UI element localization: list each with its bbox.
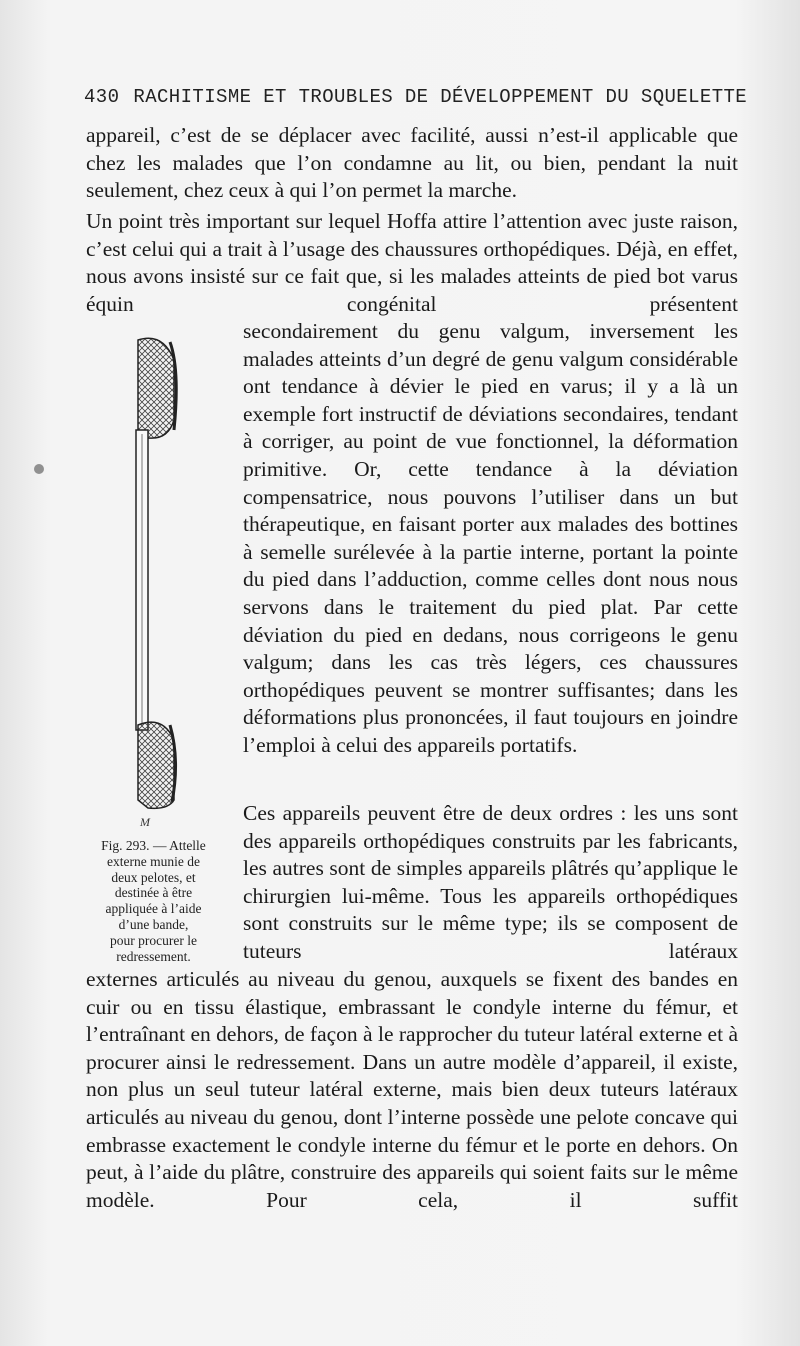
caption-line-7: pour procurer le xyxy=(110,932,197,948)
paragraph-1: appareil, c’est de se déplacer avec facilité, aussi n’est-il applicable que chez les malades que l’on condamne au lit, ou bien, pendant la nuit seulement, chez ceux à qui l’on permet la marche. xyxy=(86,123,738,203)
figure-number: Fig. 293. xyxy=(101,838,150,853)
paragraph-2: Un point très important sur lequel Hoffa attire l’attention avec juste raison, c’est celui qui a trait à l’usage des chaussures orthopédiques. Déjà, en effet, nous avons insisté sur ce fait que, si les malades atteints de pied bot varus équin congénital présentent xyxy=(86,209,738,316)
paragraph-3: secondairement du genu valgum, inversement les malades atteints d’un degré de genu valgum considérable ont tendance à dévier le pied en varus; il y a là un exemple fort instructif de déviations secondaires, tendant à corriger, au point de vue fonctionnel, la déformation primitive. Or, cette tendance à la déviation compensatrice, nous pouvons l’utiliser dans un but thérapeutique, en faisant porter aux malades des bottines à semelle surélevée à la partie interne, portant la pointe du pied dans l’adduction, comme celles dont nous nous servons dans le traitement du pied plat. Par cette déviation du pied en dedans, nous corrigeons le genu valgum; dans les cas très légers, ces chaussures orthopédiques peuvent se montrer suffisantes; dans les déformations plus prononcées, il faut toujours en joindre l’emploi à celui des appareils portatifs. xyxy=(243,319,738,757)
ink-spot xyxy=(34,464,44,474)
running-header xyxy=(84,86,748,108)
caption-line-2: externe munie de xyxy=(107,853,200,869)
paragraph-5: externes articulés au niveau du genou, auxquels se fixent des bandes en cuir ou en tissu élastique, embrassant le condyle interne du fémur, et l’entraînant en dehors, de façon à le rapprocher du tuteur latéral externe et à procurer ainsi le redressement. Dans un autre modèle d’appareil, il existe, non plus un seul tuteur latéral externe, mais bien deux tuteurs latéraux articulés au niveau du genou, dont l’interne possède une pelote concave qui embrasse exactement le condyle interne du fémur et le porte en dehors. On peut, à l’aide du plâtre, construire des appareils qui soient faits sur le même modèle. Pour cela, il suffit xyxy=(86,967,738,1212)
lower-pad xyxy=(138,722,174,808)
caption-line-3: deux pelotes, et xyxy=(111,869,196,885)
caption-line-1 xyxy=(86,838,221,854)
caption-line-8: redressement. xyxy=(116,948,191,964)
running-title: RACHITISME ET TROUBLES DE DÉVELOPPEMENT DU SQUELETTE xyxy=(133,86,748,108)
caption-line-6: d’une bande, xyxy=(118,916,189,932)
caption-text-1: — Attelle xyxy=(152,838,206,853)
paragraph-4: Ces appareils peuvent être de deux ordres : les uns sont des appareils orthopédiques construits par les fabricants, les autres sont de simples appareils plâtrés qu’applique le chirurgien lui-même. Tous les appareils orthopédiques sont construits sur le même type; ils se composent de tuteurs latéraux xyxy=(243,801,738,963)
figure-caption xyxy=(86,838,221,964)
caption-line-5: appliquée à l’aide xyxy=(105,901,202,917)
page-number: 430 xyxy=(84,86,120,108)
figure-signature: M xyxy=(140,815,150,829)
upper-pad xyxy=(138,338,174,438)
splint-illustration xyxy=(118,330,198,830)
caption-line-4: destinée à être xyxy=(114,885,193,901)
